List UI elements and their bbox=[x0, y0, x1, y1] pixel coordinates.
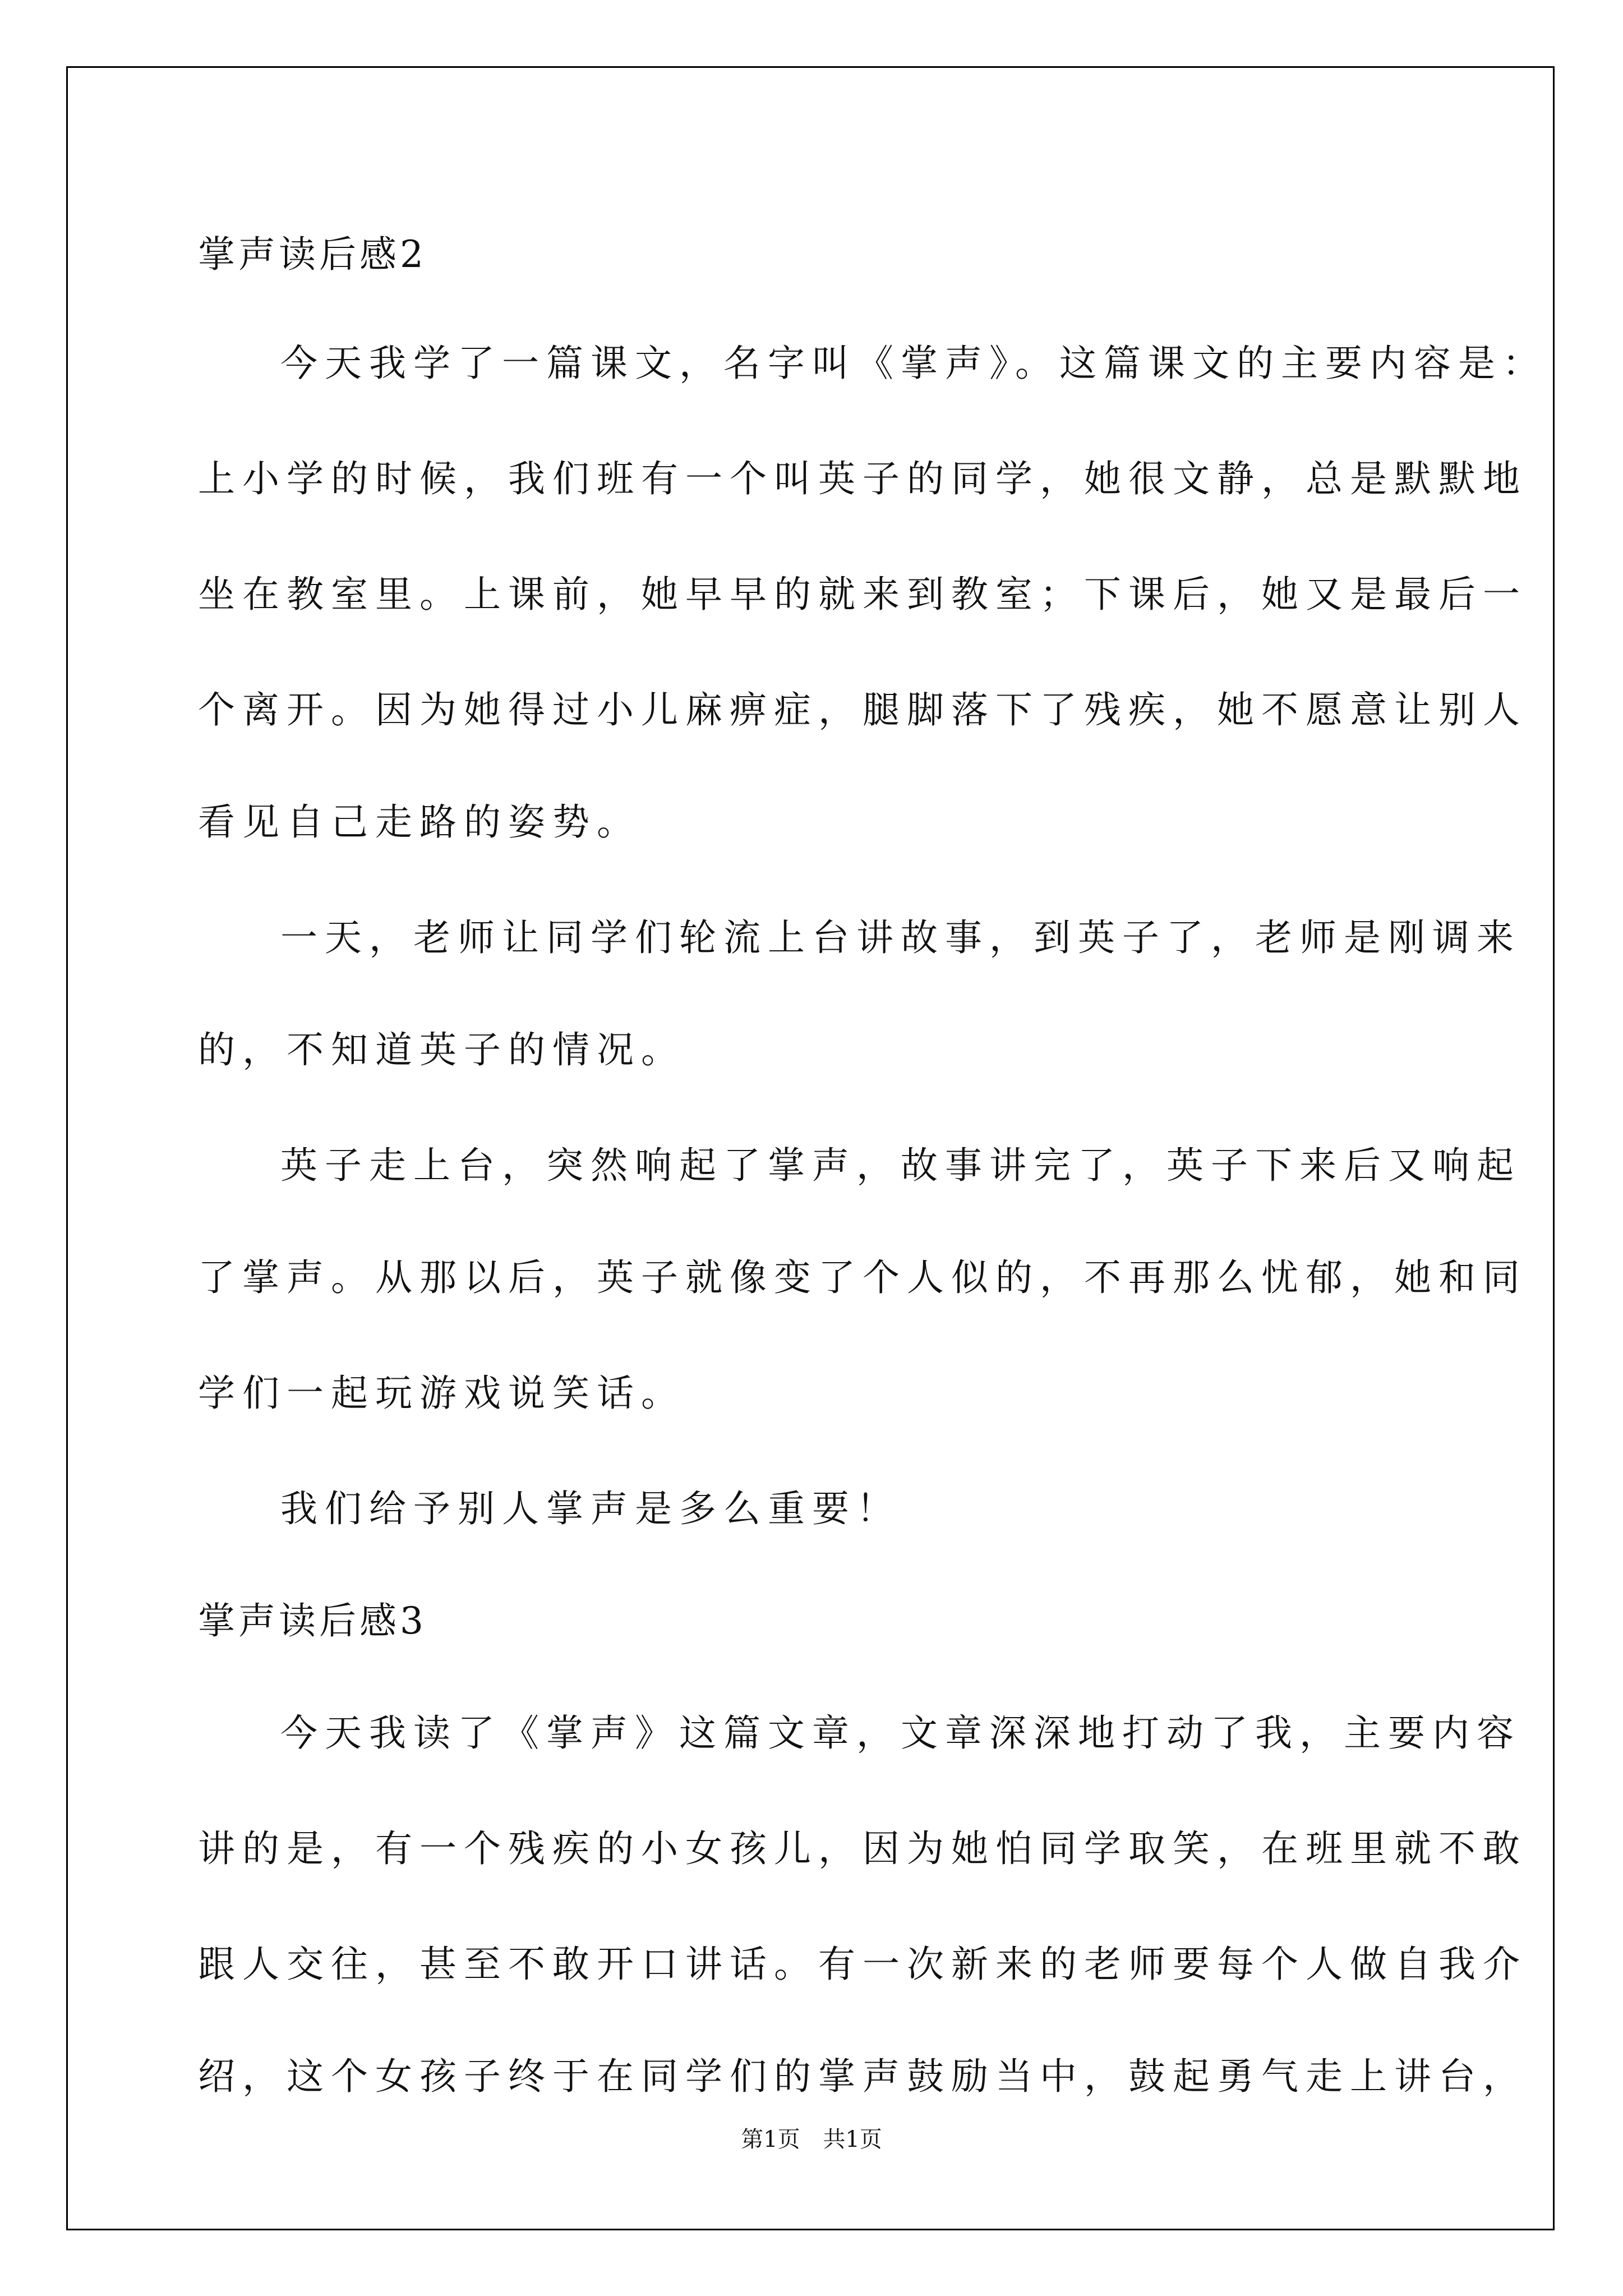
text-line: 一天，老师让同学们轮流上台讲故事，到英子了，老师是刚调来 bbox=[280, 916, 1521, 959]
text-line: 了掌声。从那以后，英子就像变了个人似的，不再那么忧郁，她和同 bbox=[198, 1256, 1527, 1299]
text-line: 绍，这个女孩子终于在同学们的掌声鼓励当中，鼓起勇气走上讲台， bbox=[198, 2055, 1527, 2098]
text-line: 个离开。因为她得过小儿麻痹症，腿脚落下了残疾，她不愿意让别人 bbox=[198, 688, 1527, 731]
text-line: 学们一起玩游戏说笑话。 bbox=[198, 1372, 685, 1415]
text-line: 坐在教室里。上课前，她早早的就来到教室；下课后，她又是最后一 bbox=[198, 573, 1527, 616]
text-line: 今天我读了《掌声》这篇文章，文章深深地打动了我，主要内容 bbox=[280, 1711, 1521, 1755]
page-number-current: 第1页 bbox=[741, 2127, 800, 2152]
text-line: 跟人交往，甚至不敢开口讲话。有一次新来的老师要每个人做自我介 bbox=[198, 1943, 1527, 1986]
text-line: 上小学的时候，我们班有一个叫英子的同学，她很文静，总是默默地 bbox=[198, 457, 1527, 500]
text-line: 今天我学了一篇课文，名字叫《掌声》。这篇课文的主要内容是： bbox=[280, 342, 1547, 385]
page-footer bbox=[0, 2122, 1623, 2154]
section-heading: 掌声读后感3 bbox=[198, 1599, 427, 1642]
section-heading: 掌声读后感2 bbox=[198, 233, 427, 276]
text-line: 我们给予别人掌声是多么重要！ bbox=[280, 1487, 901, 1530]
text-line: 讲的是，有一个残疾的小女孩儿，因为她怕同学取笑，在班里就不敢 bbox=[198, 1827, 1527, 1870]
page-number-total: 共1页 bbox=[823, 2127, 882, 2152]
text-line: 英子走上台，突然响起了掌声，故事讲完了，英子下来后又响起 bbox=[280, 1144, 1521, 1187]
text-line: 看见自己走路的姿势。 bbox=[198, 800, 641, 844]
text-line: 的，不知道英子的情况。 bbox=[198, 1028, 685, 1071]
